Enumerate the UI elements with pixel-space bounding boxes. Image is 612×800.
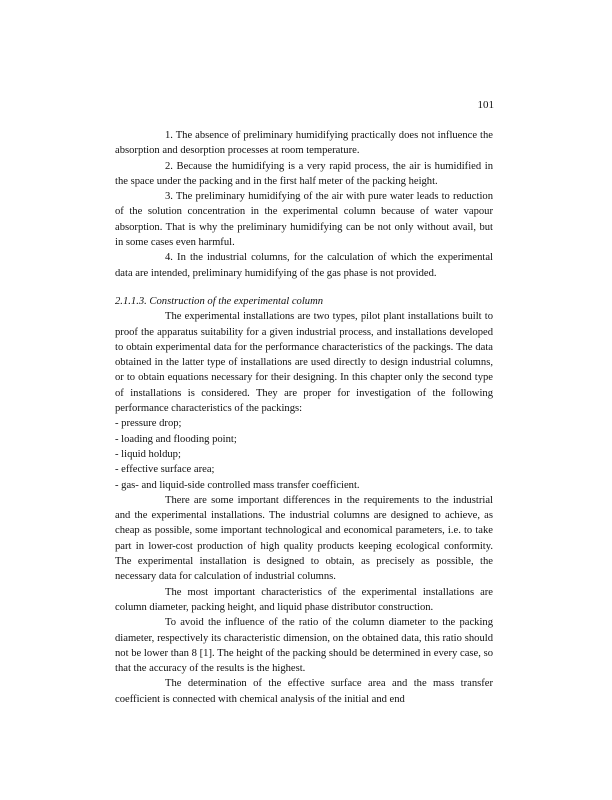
list-item: - liquid holdup; (115, 448, 181, 460)
paragraph-important-characteristics: The most important characteristics of the experimental installations are column diameter, packing height, and liquid phase distributor construction. (115, 586, 493, 613)
performance-characteristics-list (115, 416, 493, 492)
paragraph-installation-types: The experimental installations are two types, pilot plant installations built to proof the apparatus suitability for a given industrial process, and installations developed to obtain experimental data for the performance characteristics of the packings. The data obtained in the latter type of installations are used directly to design industrial columns, or to obtain equations necessary for their designing. In this chapter only the second type of installations is considered. They are proper for investigation of the following performance characteristics of the packings: (115, 311, 493, 415)
paragraph-diameter-ratio: To avoid the influence of the ratio of the column diameter to the packing diameter, respectively its characteristic dimension, on the obtained data, this ratio should not be lower than 8 [1]. The height of the packing should be determined in every case, so that the accuracy of the results is the highest. (115, 617, 493, 675)
page-number: 101 (477, 99, 494, 111)
paragraph-pure-water-humidifying: 3. The preliminary humidifying of the air with pure water leads to reduction of the solution concentration in the experimental column because of water vapour absorption. That is why the preliminary humidifying can be not only without avail, but in some cases even harmful. (115, 191, 493, 249)
paragraph-differences: There are some important differences in the requirements to the industrial and the experimental installations. The industrial columns are designed to achieve, as cheap as possible, some important technological and economical parameters, i.e. to take part in lower-cost production of high quality products keeping ecological conformity. The experimental installation is designed to obtain, as precisely as possible, the necessary data for calculation of industrial columns. (115, 494, 493, 583)
paragraph-industrial-columns: 4. In the industrial columns, for the calculation of which the experimental data are intended, preliminary humidifying of the gas phase is not provided. (115, 252, 493, 279)
list-item: - loading and flooding point; (115, 433, 237, 445)
list-item: - effective surface area; (115, 464, 215, 476)
paragraph-absence-humidifying: 1. The absence of preliminary humidifying practically does not influence the absorption and desorption processes at room temperature. (115, 130, 493, 157)
list-item: - gas- and liquid-side controlled mass transfer coefficient. (115, 479, 360, 491)
section-heading: 2.1.1.3. Construction of the experimental column (115, 295, 324, 307)
paragraph-effective-surface: The determination of the effective surface area and the mass transfer coefficient is connected with chemical analysis of the initial and end (115, 678, 493, 705)
paragraph-rapid-humidifying: 2. Because the humidifying is a very rapid process, the air is humidified in the space under the packing and in the first half meter of the packing height. (115, 160, 493, 187)
page-body (115, 128, 493, 707)
list-item: - pressure drop; (115, 418, 182, 430)
